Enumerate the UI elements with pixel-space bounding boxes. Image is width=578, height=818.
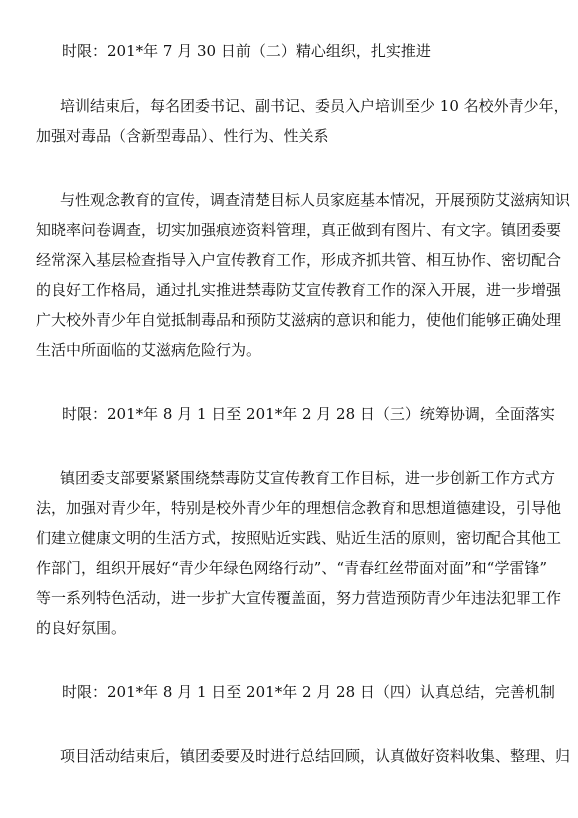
text-line: 法，加强对青少年，特别是校外青少年的理想信念教育和思想道德建设，引导他 xyxy=(36,499,562,517)
paragraph-gap xyxy=(62,66,552,91)
text-line: 等一系列特色活动，进一步扩大宣传覆盖面，努力营造预防青少年违法犯罪工作 xyxy=(36,589,562,607)
text-line: 镇团委支部要紧紧围绕禁毒防艾宣传教育工作目标，进一步创新工作方式方 xyxy=(60,469,556,487)
text-line: 作部门，组织开展好“青少年绿色网络行动”、“青春红丝带面对面”和“学雷锋” xyxy=(36,559,548,577)
paragraph-coordination xyxy=(36,463,562,643)
paragraph-gap xyxy=(62,643,552,677)
text-line: 项目活动结束后，镇团委要及时进行总结回顾，认真做好资料收集、整理、归 xyxy=(60,747,571,765)
text-line: 时限：201*年 7 月 30 日前（二）精心组织，扎实推进 xyxy=(62,42,431,60)
text-line: 广大校外青少年自觉抵制毒品和预防艾滋病的意识和能力，使他们能够正确处理 xyxy=(36,311,562,329)
deadline-heading-2 xyxy=(62,399,555,429)
text-line: 时限：201*年 8 月 1 日至 201*年 2 月 28 日（四）认真总结，完善机制 xyxy=(62,683,555,701)
paragraph-gap xyxy=(62,429,552,463)
text-line: 生活中所面临的艾滋病危险行为。 xyxy=(36,341,262,359)
paragraph-summary xyxy=(60,741,571,771)
text-line: 知晓率问卷调查，切实加强痕迹资料管理，真正做到有图片、有文字。镇团委要 xyxy=(36,221,562,239)
paragraph-gap xyxy=(62,365,552,399)
text-line: 们建立健康文明的生活方式，按照贴近实践、贴近生活的原则，密切配合其他工 xyxy=(36,529,562,547)
text-line: 培训结束后，每名团委书记、副书记、委员入户培训至少 10 名校外青少年， xyxy=(60,97,569,115)
paragraph-training xyxy=(36,91,569,151)
text-line: 经常深入基层检查指导入户宣传教育工作，形成齐抓共管、相互协作、密切配合 xyxy=(36,251,562,269)
paragraph-gap xyxy=(62,707,552,741)
paragraph-gap xyxy=(62,151,552,185)
text-line: 与性观念教育的宣传，调查清楚目标人员家庭基本情况，开展预防艾滋病知识 xyxy=(60,191,571,209)
text-line: 时限：201*年 8 月 1 日至 201*年 2 月 28 日（三）统筹协调，全面落实 xyxy=(62,405,555,423)
text-line: 加强对毒品（含新型毒品）、性行为、性关系 xyxy=(36,127,329,145)
deadline-heading-1 xyxy=(62,36,552,66)
text-line: 的良好工作格局，通过扎实推进禁毒防艾宣传教育工作的深入开展，进一步增强 xyxy=(36,281,562,299)
paragraph-education xyxy=(36,185,571,365)
text-line: 的良好氛围。 xyxy=(36,619,127,637)
deadline-heading-3 xyxy=(62,677,555,707)
